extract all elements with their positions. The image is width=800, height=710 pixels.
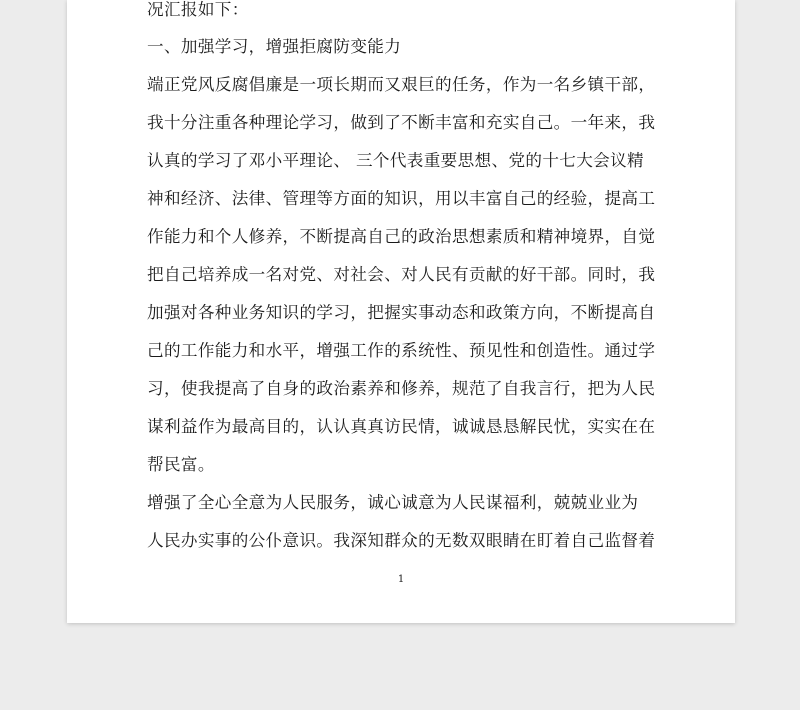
text-line: 端正党风反腐倡廉是一项长期而又艰巨的任务，作为一名乡镇干部，	[147, 75, 656, 94]
text-line: 神和经济、法律、管理等方面的知识，用以丰富自己的经验，提高工	[147, 189, 656, 208]
text-line: 认真的学习了邓小平理论、 三个代表重要思想、党的十七大会议精	[147, 151, 644, 170]
page-number: 1	[397, 574, 405, 585]
text-line: 增强了全心全意为人民服务，诚心诚意为人民谋福利，兢兢业业为	[147, 493, 639, 512]
text-line: 己的工作能力和水平，增强工作的系统性、预见性和创造性。通过学	[147, 341, 656, 360]
text-line: 我十分注重各种理论学习，做到了不断丰富和充实自己。一年来，我	[147, 113, 656, 132]
text-line: 谋利益作为最高目的，认认真真访民情，诚诚恳恳解民忧，实实在在	[147, 417, 656, 436]
text-line: 加强对各种业务知识的学习，把握实事动态和政策方向，不断提高自	[147, 303, 656, 322]
text-line: 习，使我提高了自身的政治素养和修养，规范了自我言行，把为人民	[147, 379, 656, 398]
text-line: 人民办实事的公仆意识。我深知群众的无数双眼睛在盯着自己监督着	[147, 531, 656, 550]
text-line: 把自己培养成一名对党、对社会、对人民有贡献的好干部。同时，我	[147, 265, 656, 284]
text-line: 作能力和个人修养，不断提高自己的政治思想素质和精神境界，自觉	[147, 227, 656, 246]
text-line: 帮民富。	[147, 455, 215, 474]
section-heading: 一、加强学习，增强拒腐防变能力	[147, 37, 402, 56]
text-line: 况汇报如下：	[147, 0, 249, 19]
document-page	[67, 0, 735, 623]
